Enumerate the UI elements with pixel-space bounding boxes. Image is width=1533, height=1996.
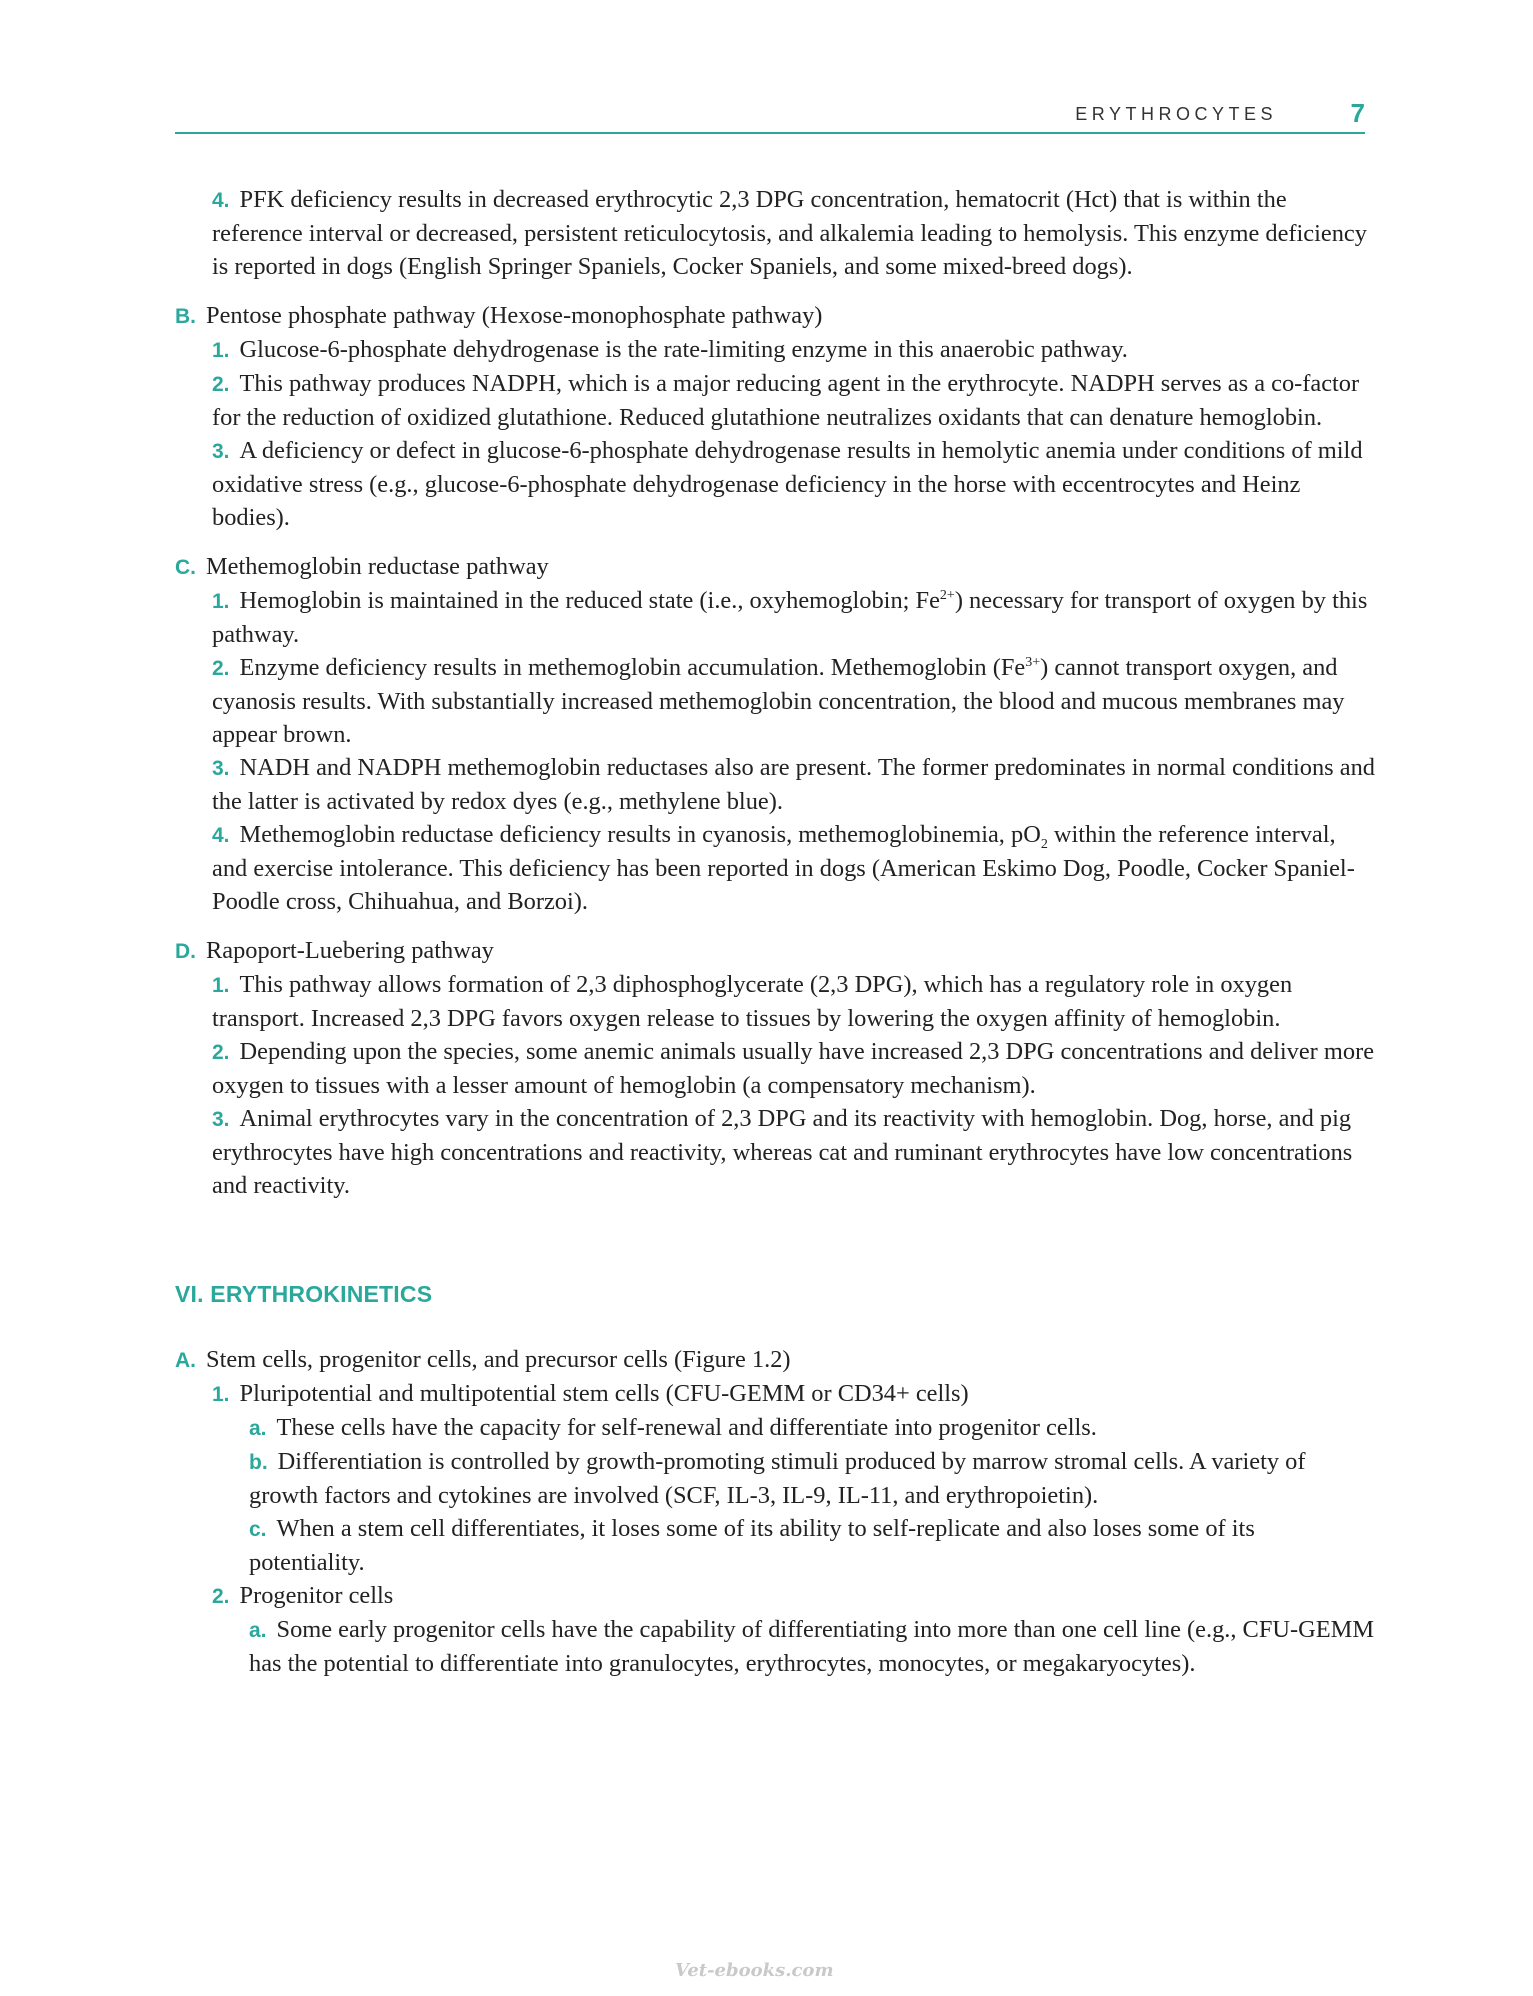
page-number: 7	[1350, 98, 1365, 128]
item-number: 2.	[212, 1041, 230, 1064]
subitem-text: Differentiation is controlled by growth-promoting stimuli produced by marrow stromal cells. A variety of growth factors and cytokines are involved (SCF, IL-3, IL-9, IL-11, and erythropoietin).	[249, 1448, 1306, 1509]
item-number: 4.	[212, 189, 230, 212]
subitem-vi-a1c	[175, 1512, 1375, 1579]
item-text: PFK deficiency results in decreased erythrocytic 2,3 DPG concentration, hematocrit (Hct) that is within the reference interval or decreased, persistent reticulocytosis, and alkalemia leading to hemolysis. This enzyme deficiency is reported in dogs (English Springer Spaniels, Cocker Spaniels, and some mixed-breed dogs).	[212, 186, 1367, 280]
item-b3	[175, 434, 1375, 534]
section-heading-erythrokinetics: VI. ERYTHROKINETICS	[175, 1281, 433, 1307]
item-number: 1.	[212, 1383, 230, 1406]
superscript: 2+	[939, 587, 955, 603]
section-letter: A.	[175, 1349, 196, 1372]
item-d3	[175, 1102, 1375, 1202]
item-text: This pathway produces NADPH, which is a major reducing agent in the erythrocyte. NADPH serves as a co-factor for the reduction of oxidized glutathione. Reduced glutathione neutralizes oxidants that can denature hemoglobin.	[212, 370, 1360, 431]
item-c4	[175, 818, 1375, 918]
section-c-title	[175, 550, 1375, 584]
subitem-vi-a2a	[175, 1613, 1375, 1680]
item-number: 4.	[212, 824, 230, 847]
subitem-vi-a1a	[175, 1411, 1375, 1445]
watermark-text: Vet-ebooks.com	[675, 1960, 834, 1981]
item-a4	[175, 183, 1375, 283]
superscript: 3+	[1025, 654, 1041, 670]
section-letter: D.	[175, 940, 196, 963]
section-letter: C.	[175, 556, 196, 579]
section-b-title	[175, 299, 1375, 333]
running-title: ERYTHROCYTES	[1075, 104, 1277, 124]
section-d-title	[175, 934, 1375, 968]
section-title: Methemoglobin reductase pathway	[206, 553, 549, 580]
item-text: NADH and NADPH methemoglobin reductases also are present. The former predominates in normal conditions and the latter is activated by redox dyes (e.g., methylene blue).	[212, 754, 1375, 815]
subitem-text: When a stem cell differentiates, it loses some of its ability to self-replicate and also loses some of its potentiality.	[249, 1515, 1255, 1576]
item-number: 2.	[212, 1585, 230, 1608]
subitem-text: Some early progenitor cells have the capability of differentiating into more than one cell line (e.g., CFU-GEMM has the potential to differentiate into granulocytes, erythrocytes, monocytes, or megakaryocytes).	[249, 1616, 1375, 1677]
item-number: 2.	[212, 657, 230, 680]
section-vi-a-title	[175, 1343, 1375, 1377]
item-c1	[175, 584, 1375, 651]
subitem-letter: c.	[249, 1518, 267, 1541]
item-d1	[175, 968, 1375, 1035]
watermark-logo	[675, 1960, 875, 1990]
subscript: 2	[1040, 836, 1048, 852]
item-number: 3.	[212, 440, 230, 463]
item-number: 3.	[212, 1108, 230, 1131]
item-text: This pathway allows formation of 2,3 diphosphoglycerate (2,3 DPG), which has a regulatory role in oxygen transport. Increased 2,3 DPG favors oxygen release to tissues by lowering the oxygen affinity of hemoglobin.	[212, 971, 1293, 1032]
item-text: Pluripotential and multipotential stem cells (CFU-GEMM or CD34+ cells)	[239, 1380, 969, 1407]
item-number: 1.	[212, 339, 230, 362]
item-vi-a1	[175, 1377, 1375, 1411]
item-c3	[175, 751, 1375, 818]
item-text: Depending upon the species, some anemic animals usually have increased 2,3 DPG concentrations and deliver more oxygen to tissues with a lesser amount of hemoglobin (a compensatory mechanism).	[212, 1038, 1375, 1099]
item-text: ) necessary for transport of oxygen by this pathway.	[212, 587, 1368, 648]
subitem-text: These cells have the capacity for self-renewal and differentiate into progenitor cells.	[276, 1414, 1097, 1441]
item-text: Hemoglobin is maintained in the reduced state (i.e., oxyhemoglobin; Fe	[239, 587, 940, 614]
item-c2	[175, 651, 1375, 751]
section-title: Pentose phosphate pathway (Hexose-monophosphate pathway)	[206, 302, 823, 329]
section-title: Rapoport-Luebering pathway	[206, 937, 494, 964]
item-b2	[175, 367, 1375, 434]
item-number: 1.	[212, 974, 230, 997]
section-letter: B.	[175, 305, 196, 328]
item-number: 3.	[212, 757, 230, 780]
body-text	[175, 183, 1375, 1680]
subitem-vi-a1b	[175, 1445, 1375, 1512]
subitem-letter: b.	[249, 1451, 268, 1474]
item-text: Progenitor cells	[239, 1582, 394, 1609]
subitem-letter: a.	[249, 1619, 267, 1642]
item-d2	[175, 1035, 1375, 1102]
item-text: A deficiency or defect in glucose-6-phosphate dehydrogenase results in hemolytic anemia under conditions of mild oxidative stress (e.g., glucose-6-phosphate dehydrogenase deficiency in the horse with eccentrocytes and Heinz bodies).	[212, 437, 1363, 531]
item-text: Methemoglobin reductase deficiency results in cyanosis, methemoglobinemia, pO	[239, 821, 1041, 848]
item-number: 1.	[212, 590, 230, 613]
item-number: 2.	[212, 373, 230, 396]
item-text: within the reference interval, and exercise intolerance. This deficiency has been reported in dogs (American Eskimo Dog, Poodle, Cocker Spaniel-Poodle cross, Chihuahua, and Borzoi).	[212, 821, 1355, 915]
item-text: Animal erythrocytes vary in the concentration of 2,3 DPG and its reactivity with hemoglobin. Dog, horse, and pig erythrocytes have high concentrations and reactivity, whereas cat and ruminant erythrocytes have low concentrations and reactivity.	[212, 1105, 1353, 1199]
header-rule	[175, 132, 1365, 134]
item-text: Enzyme deficiency results in methemoglobin accumulation. Methemoglobin (Fe	[239, 654, 1026, 681]
item-b1	[175, 333, 1375, 367]
subitem-letter: a.	[249, 1417, 267, 1440]
item-text: Glucose-6-phosphate dehydrogenase is the rate-limiting enzyme in this anaerobic pathway.	[239, 336, 1128, 363]
item-text: ) cannot transport oxygen, and cyanosis results. With substantially increased methemoglobin concentration, the blood and mucous membranes may appear brown.	[212, 654, 1345, 748]
section-title: Stem cells, progenitor cells, and precursor cells (Figure 1.2)	[206, 1346, 791, 1373]
running-head	[175, 100, 1365, 130]
item-vi-a2	[175, 1579, 1375, 1613]
